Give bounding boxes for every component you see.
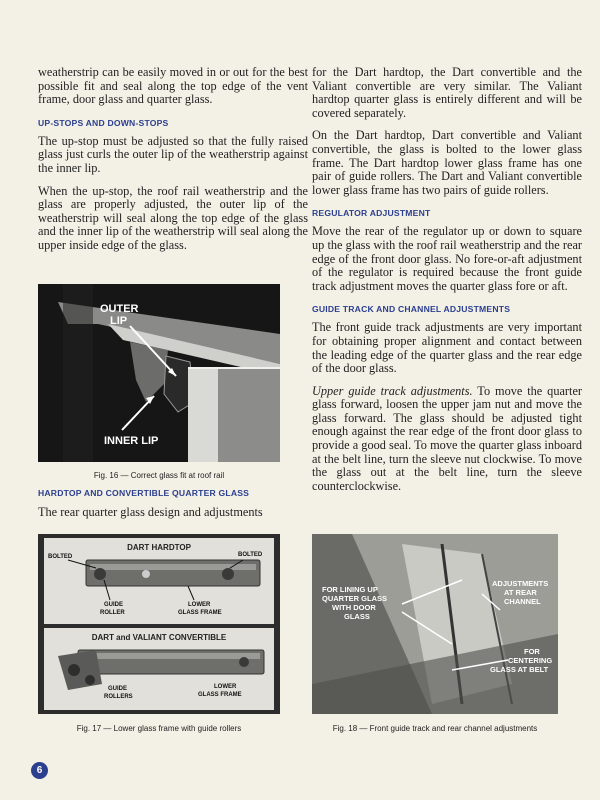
label-centering: FOR xyxy=(524,647,540,656)
label-guide-roller: GUIDE xyxy=(104,602,124,608)
paragraph: for the Dart hardtop, the Dart convertible and the Valiant convertible are very similar. The Valiant hardtop quarter glass is entirely different and will be covered separately. xyxy=(312,65,582,120)
paragraph-body: To move the quarter glass forward, loosen the upper jam nut and move the glass forward. The glass should be adjusted tight enough against the rear edge of the front door glass to provide a good seal. To move the quarter glass inboard at the belt line, turn the sleeve nut clockwise. To move the glass out at the belt line, turn the sleeve counterclockwise. xyxy=(312,383,582,493)
figure-16-caption: Fig. 16 — Correct glass fit at roof rail xyxy=(93,471,225,480)
label-lower-frame-b: LOWER xyxy=(214,684,237,690)
section-heading-guide-track: GUIDE TRACK AND CHANNEL ADJUSTMENTS xyxy=(312,304,511,315)
right-column xyxy=(312,66,582,493)
figure-17-lower-glass-frame xyxy=(38,534,280,714)
label-lining-up-2: QUARTER GLASS xyxy=(322,594,388,603)
italic-lead: Upper guide track adjustments. xyxy=(312,383,473,398)
page-number-badge: 6 xyxy=(31,762,48,779)
paragraph: The front guide track adjustments are very important for obtaining proper alignment and contact between the leading edge of the quarter glass and the rear edge of the door glass. xyxy=(312,320,582,376)
section-heading-regulator: REGULATOR ADJUSTMENT xyxy=(312,208,431,219)
left-column xyxy=(38,66,308,253)
label-centering-3: GLASS AT BELT xyxy=(490,665,549,674)
paragraph: Move the rear of the regulator up or down to square up the glass with the roof rail weatherstrip and the rear edge of the front door glass. No fore-or-aft adjustment of the regulator is required because the front guide track adjustment moves the quarter glass fore or aft. xyxy=(312,224,582,293)
label-bolted-right: BOLTED xyxy=(238,552,263,558)
figure-18-caption: Fig. 18 — Front guide track and rear channel adjustments xyxy=(332,724,538,733)
title-dart-hardtop: DART HARDTOP xyxy=(127,543,191,552)
title-dart-valiant-convertible: DART and VALIANT CONVERTIBLE xyxy=(91,633,227,642)
paragraph: When the up-stop, the roof rail weatherstrip and the glass are properly adjusted, the outer lip of the weatherstrip will seal along the top edge of the glass and the inner lip of the weatherstrip will seal along the upper inside edge of the glass. xyxy=(38,183,308,252)
label-lower-frame-b-2: GLASS FRAME xyxy=(198,692,242,698)
label-outer-lip-2: LIP xyxy=(110,315,128,327)
label-lining-up: FOR LINING UP xyxy=(322,585,378,594)
paragraph: The rear quarter glass design and adjustments xyxy=(38,505,263,519)
label-adjustments: ADJUSTMENTS xyxy=(492,579,549,588)
label-outer-lip: OUTER xyxy=(100,303,139,315)
figure-16-roof-rail-photo xyxy=(38,284,280,462)
section-heading-hardtop: HARDTOP AND CONVERTIBLE QUARTER GLASS xyxy=(38,488,250,498)
figure-17-caption: Fig. 17 — Lower glass frame with guide rollers xyxy=(76,724,242,733)
label-guide-roller-2: ROLLER xyxy=(100,610,125,616)
label-centering-2: CENTERING xyxy=(508,656,553,665)
label-adjustments-3: CHANNEL xyxy=(504,597,541,606)
label-lower-frame-2: GLASS FRAME xyxy=(178,610,222,616)
figure-18-guide-track-photo xyxy=(312,534,558,714)
label-adjustments-2: AT REAR xyxy=(504,588,537,597)
paragraph-upper-guide xyxy=(312,385,582,494)
label-bolted-left: BOLTED xyxy=(48,554,73,560)
label-inner-lip: INNER LIP xyxy=(104,435,159,447)
section-heading-upstops: UP-STOPS AND DOWN-STOPS xyxy=(38,117,169,128)
paragraph: On the Dart hardtop, Dart convertible and Valiant convertible, the glass is bolted to the lower glass frame. The Dart hardtop lower glass frame has one pair of guide rollers. The Dart and Valiant convertible lower glass frame has two pairs of guide rollers. xyxy=(312,128,582,197)
label-guide-rollers: GUIDE xyxy=(108,686,128,692)
paragraph: weatherstrip can be easily moved in or out for the best possible fit and seal along the top edge of the vent frame, door glass and quarter glass. xyxy=(38,65,308,107)
label-lining-up-4: GLASS xyxy=(344,612,370,621)
label-guide-rollers-2: ROLLERS xyxy=(104,694,133,700)
paragraph: The up-stop must be adjusted so that the fully raised glass just curls the outer lip of the weatherstrip against the inner lip. xyxy=(38,133,308,175)
label-lower-frame: LOWER xyxy=(188,602,211,608)
label-lining-up-3: WITH DOOR xyxy=(332,603,376,612)
